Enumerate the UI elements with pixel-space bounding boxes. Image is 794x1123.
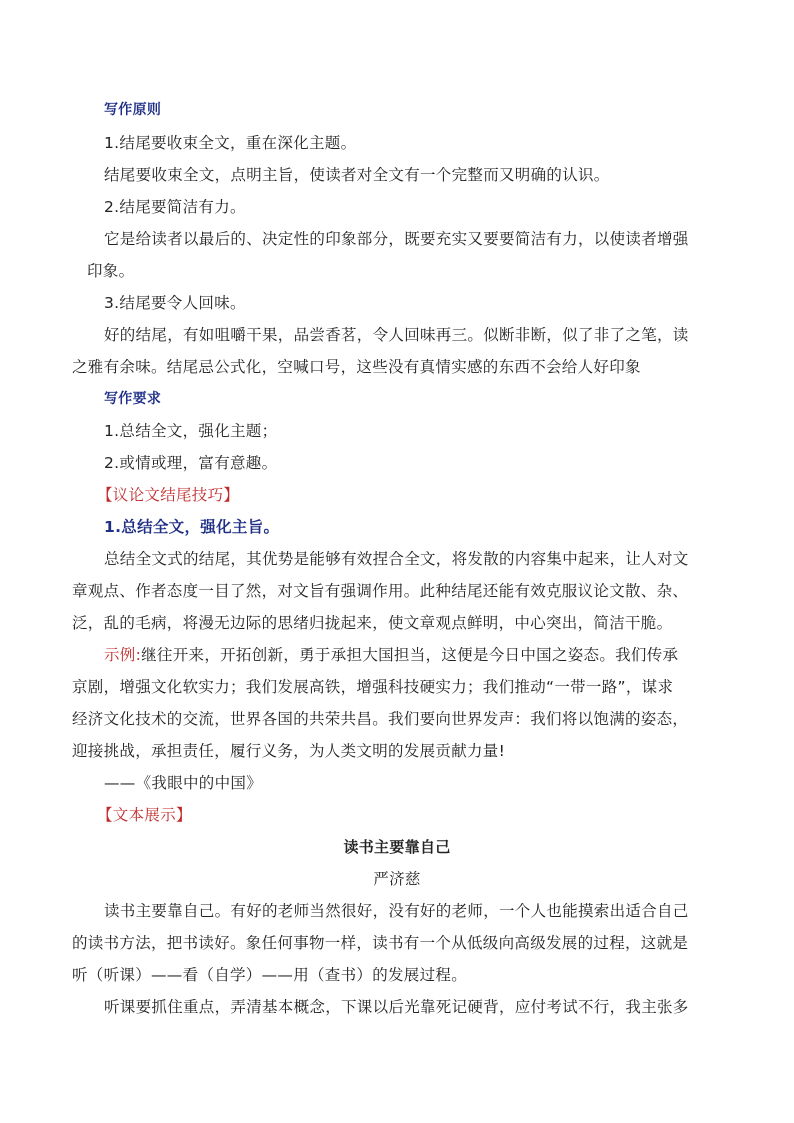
principle-3-body-line1: 好的结尾，有如咀嚼干果，品尝香茗，令人回味再三。似断非断，似了非了之笔，读	[104, 326, 689, 344]
example-line4: 迎接挑战，承担责任，履行义务，为人类文明的发展贡献力量!	[72, 742, 506, 760]
principle-1-body: 结尾要收束全文，点明主旨，使读者对全文有一个完整而又明确的认识。	[104, 166, 610, 184]
article-title: 读书主要靠自己	[343, 838, 451, 856]
principle-2-body-line1: 它是给读者以最后的、决定性的印象部分，既要充实又要要简洁有力，以使读者增强	[104, 230, 689, 248]
principle-3-body-line2: 之雅有余味。结尾忌公式化，空喊口号，这些没有真情实感的东西不会给人好印象	[72, 358, 641, 376]
argument-body-line3: 泛，乱的毛病，将漫无边际的思绪归拢起来，使文章观点鲜明，中心突出，简洁干脆。	[72, 614, 673, 632]
writing-principles-heading: 写作原则	[104, 102, 162, 118]
principle-2-body-line2: 印象。	[87, 262, 135, 280]
argument-body-line1: 总结全文式的结尾，其优势是能够有效捏合全文，将发散的内容集中起来，让人对文	[104, 550, 689, 568]
example-line2: 京剧，增强文化软实力；我们发展高铁，增强科技硬实力；我们推动“一带一路”，谋求	[72, 678, 674, 696]
example-label: 示例:	[104, 646, 142, 664]
example-line1	[104, 645, 744, 665]
argument-ending-heading: 【议论文结尾技巧】	[97, 486, 240, 504]
argument-body-line2: 章观点、作者态度一目了然，对文旨有强调作用。此种结尾还能有效克服议论文散、杂、	[72, 582, 689, 600]
article-author: 严济慈	[373, 870, 421, 888]
article-para1-line3: 听（听课）——看（自学）——用（查书）的发展过程。	[72, 966, 468, 984]
example-line3: 经济文化技术的交流，世界各国的共荣共昌。我们要向世界发声：我们将以饱满的姿态，	[72, 710, 689, 728]
example-text: 继往开来，开拓创新，勇于承担大国担当，这便是今日中国之姿态。我们传承	[141, 646, 679, 664]
article-para2-line1: 听课要抓住重点，弄清基本概念，下课以后光靠死记硬背，应付考试不行，我主张多	[104, 998, 689, 1016]
article-para1-line1: 读书主要靠自己。有好的老师当然很好，没有好的老师，一个人也能摸索出适合自己	[104, 902, 689, 920]
argument-ending-subheading: 1.总结全文，强化主旨。	[104, 518, 280, 536]
principle-2-title: 2.结尾要简洁有力。	[104, 198, 246, 216]
article-para1-line2: 的读书方法，把书读好。象任何事物一样，读书有一个从低级向高级发展的过程，这就是	[72, 934, 689, 952]
requirement-2: 2.或情或理，富有意趣。	[104, 454, 278, 472]
text-display-heading: 【文本展示】	[97, 806, 192, 824]
example-source: ——《我眼中的中国》	[104, 774, 263, 792]
writing-requirements-heading: 写作要求	[104, 391, 162, 407]
principle-1-title: 1.结尾要收束全文，重在深化主题。	[104, 134, 357, 152]
requirement-1: 1.总结全文，强化主题；	[104, 422, 278, 440]
principle-3-title: 3.结尾要令人回味。	[104, 294, 246, 312]
